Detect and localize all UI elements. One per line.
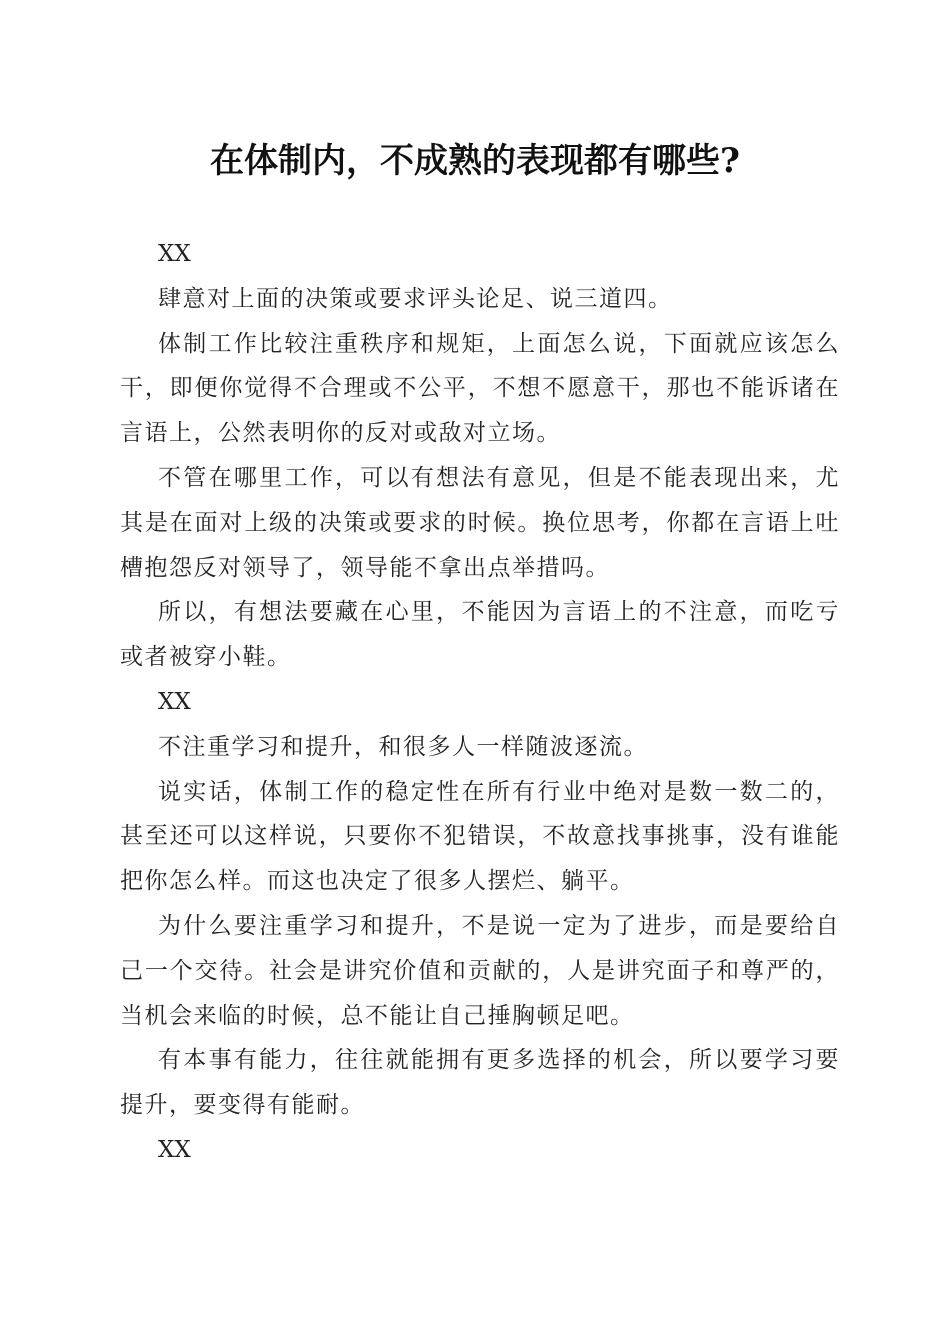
paragraph: 体制工作比较注重秩序和规矩，上面怎么说，下面就应该怎么干，即便你觉得不合理或不公平，不想不愿意干，那也不能诉诸在言语上，公然表明你的反对或敌对立场。 (120, 330, 840, 447)
document-title: 在体制内，不成熟的表现都有哪些? (210, 141, 740, 181)
paragraph: 肆意对上面的决策或要求评头论足、说三道四。 (158, 285, 673, 312)
paragraph: 所以，有想法要藏在心里，不能因为言语上的不注意，而吃亏或者被穿小鞋。 (120, 599, 840, 671)
paragraph: 为什么要注重学习和提升，不是说一定为了进步，而是要给自己一个交待。社会是讲究价值和贡献的，人是讲究面子和尊严的，当机会来临的时候，总不能让自己捶胸顿足吧。 (120, 912, 840, 1029)
document-body (120, 232, 840, 1173)
section-marker: XX (158, 1136, 191, 1163)
paragraph: 不注重学习和提升，和很多人一样随波逐流。 (158, 733, 648, 760)
paragraph: 说实话，体制工作的稳定性在所有行业中绝对是数一数二的，甚至还可以这样说，只要你不犯错误，不故意找事挑事，没有谁能把你怎么样。而这也决定了很多人摆烂、躺平。 (120, 778, 840, 895)
section-marker: XX (158, 688, 191, 715)
section-marker: XX (158, 241, 191, 267)
paragraph: 不管在哪里工作，可以有想法有意见，但是不能表现出来，尤其是在面对上级的决策或要求的时候。换位思考，你都在言语上吐槽抱怨反对领导了，领导能不拿出点举措吗。 (120, 464, 840, 581)
paragraph: 有本事有能力，往往就能拥有更多选择的机会，所以要学习要提升，要变得有能耐。 (120, 1047, 840, 1119)
